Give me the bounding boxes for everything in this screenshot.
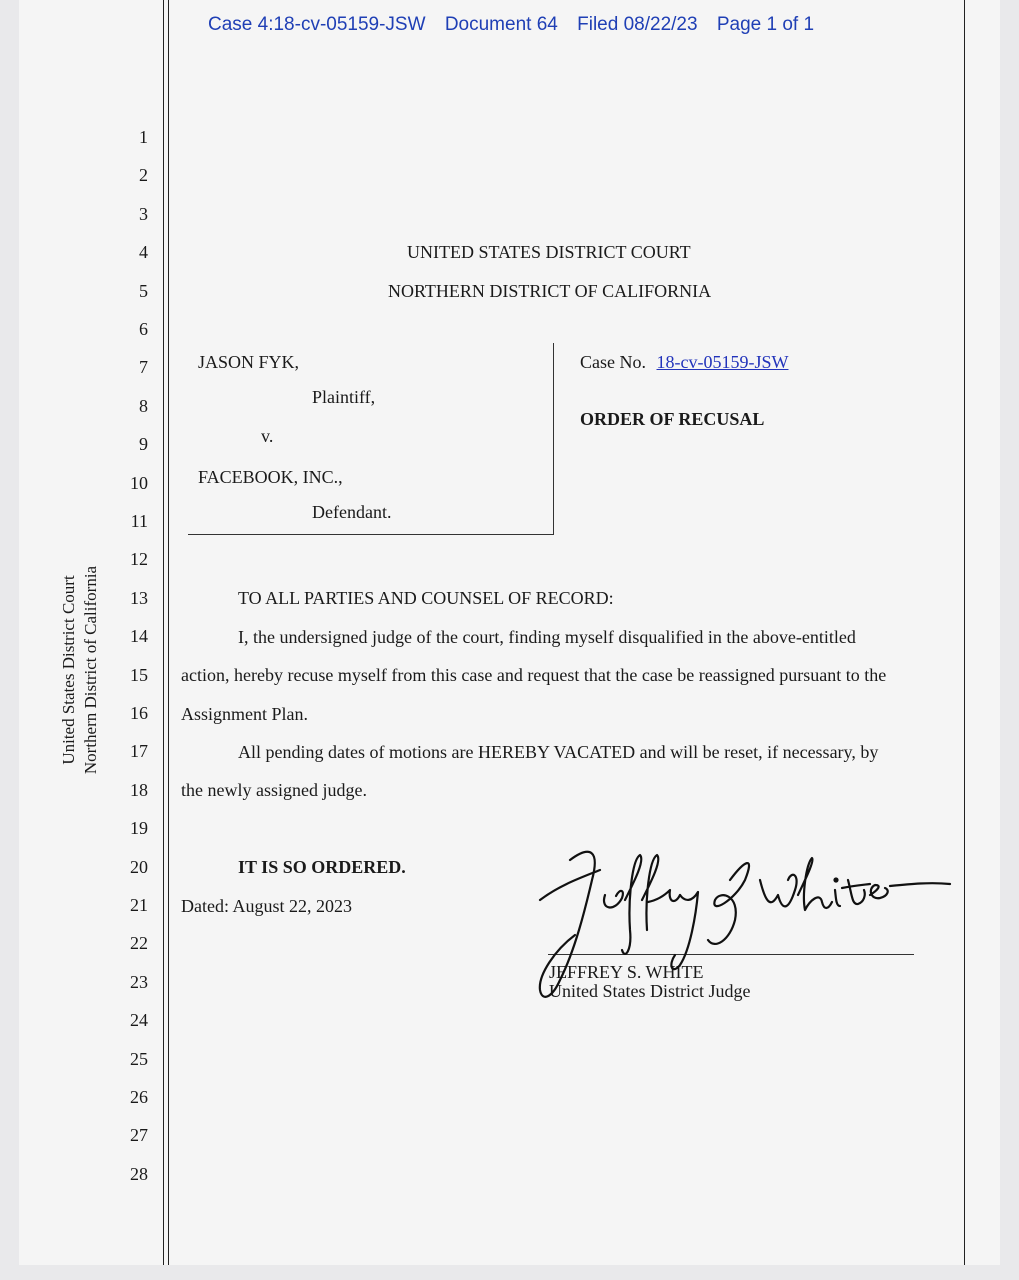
- line-number: 28: [130, 1163, 148, 1184]
- line-number: 9: [139, 434, 148, 455]
- salutation: TO ALL PARTIES AND COUNSEL OF RECORD:: [238, 588, 614, 608]
- side-caption-line1: United States District Court: [59, 575, 78, 765]
- defendant-name: FACEBOOK, INC.,: [198, 467, 343, 487]
- ecf-header: [208, 14, 828, 36]
- line-number: 27: [130, 1125, 148, 1146]
- line-number: 4: [139, 242, 148, 263]
- line-number: 26: [130, 1087, 148, 1107]
- paragraph1-line2: action, hereby recuse myself from this case and request that the case be reassigned pursuant to the: [181, 665, 887, 685]
- so-ordered: IT IS SO ORDERED.: [238, 857, 406, 877]
- paragraph2-line2: the newly assigned judge.: [181, 780, 367, 800]
- line-number: 18: [130, 779, 148, 800]
- case-no-label: Case No.: [580, 352, 646, 372]
- versus: v.: [261, 426, 274, 446]
- header-page: Page 1 of 1: [716, 14, 815, 35]
- line-number: 17: [130, 741, 148, 762]
- line-number: 6: [139, 319, 148, 339]
- line-number: 14: [130, 626, 148, 647]
- line-number: 19: [130, 818, 148, 839]
- caption-border-bottom: [188, 534, 554, 535]
- paragraph1-line1: I, the undersigned judge of the court, finding myself disqualified in the above-entitled: [238, 627, 856, 647]
- line-number: 13: [130, 587, 148, 608]
- line-number: 24: [130, 1010, 148, 1031]
- judge-name: JEFFREY S. WHITE: [549, 962, 704, 982]
- side-caption: [58, 550, 102, 790]
- line-number: 7: [139, 357, 148, 378]
- line-number: 15: [130, 664, 148, 685]
- judge-signature: [530, 840, 960, 1010]
- line-number: 11: [130, 511, 148, 531]
- header-filed: Filed 08/22/23: [577, 14, 698, 35]
- header-case: Case 4:18-cv-05159-JSW: [208, 14, 426, 35]
- line-number: 20: [130, 856, 148, 877]
- line-number: 3: [139, 203, 148, 224]
- line-number: 5: [139, 280, 148, 301]
- paragraph2-line1: All pending dates of motions are HEREBY VACATED and will be reset, if necessary, by: [238, 742, 879, 762]
- case-number-line: [580, 352, 788, 373]
- caption-border-right: [553, 343, 554, 534]
- line-number: 2: [139, 165, 148, 186]
- court-district: NORTHERN DISTRICT OF CALIFORNIA: [388, 281, 712, 301]
- dated: Dated: August 22, 2023: [181, 896, 352, 916]
- case-no-link[interactable]: 18-cv-05159-JSW: [656, 352, 789, 372]
- line-number: 12: [130, 549, 148, 570]
- margin-rule-left-1: [163, 0, 164, 1265]
- margin-rule-left-2: [168, 0, 169, 1265]
- line-number: 1: [139, 127, 148, 147]
- plaintiff-name: JASON FYK,: [198, 352, 300, 372]
- judge-title: United States District Judge: [549, 981, 751, 1001]
- side-caption-line2: Northern District of California: [81, 565, 100, 775]
- plaintiff-role: Plaintiff,: [312, 387, 376, 407]
- line-number: 10: [130, 472, 148, 493]
- order-title: ORDER OF RECUSAL: [580, 409, 765, 429]
- court-name: UNITED STATES DISTRICT COURT: [407, 242, 691, 262]
- paragraph1-line3: Assignment Plan.: [181, 704, 309, 724]
- line-number: 22: [130, 933, 148, 954]
- line-number: 23: [130, 971, 148, 992]
- line-number: 21: [130, 895, 148, 915]
- line-number: 25: [130, 1048, 148, 1069]
- line-number: 8: [139, 395, 148, 416]
- header-document: Document 64: [444, 14, 558, 35]
- margin-rule-right: [964, 0, 965, 1265]
- line-number: 16: [130, 703, 148, 723]
- defendant-role: Defendant.: [312, 502, 392, 522]
